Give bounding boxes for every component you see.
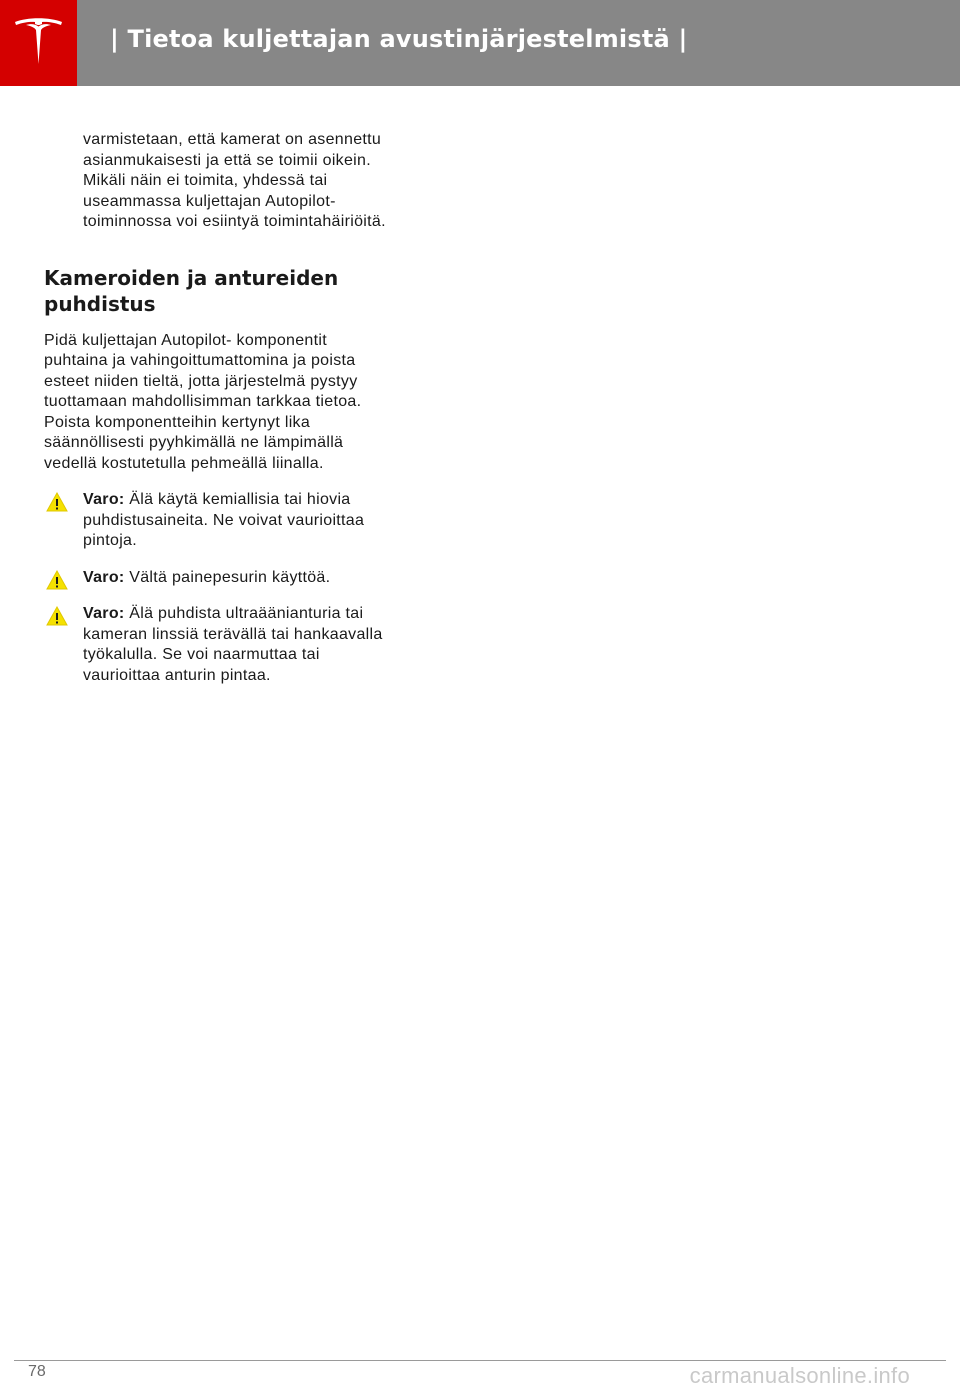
body-line: puhtaina ja vahingoittumattomina ja poista	[44, 352, 356, 369]
footer-divider	[14, 1360, 946, 1361]
warning-line: Älä käytä kemiallisia tai hiovia	[124, 491, 351, 508]
warning-note	[44, 604, 444, 686]
warning-note	[44, 490, 444, 552]
body-line: Poista komponentteihin kertynyt lika	[44, 413, 311, 431]
warning-line: työkalulla. Se voi naarmuttaa tai	[83, 646, 320, 663]
watermark[interactable]: carmanualsonline.info	[689, 1363, 910, 1388]
warning-text	[83, 604, 444, 686]
warning-text	[83, 568, 444, 589]
body-line: Pidä kuljettajan Autopilot- komponentit	[44, 331, 327, 349]
header-bar	[0, 0, 960, 86]
warning-triangle-icon	[46, 492, 68, 512]
warning-note	[44, 568, 444, 589]
warning-line: Älä puhdista ultraäänianturia tai	[124, 605, 364, 622]
page-number: 78	[28, 1363, 46, 1380]
warning-line: pintoja.	[83, 532, 137, 549]
warning-label: Varo:	[83, 491, 125, 508]
warning-line: kameran linssiä terävällä tai hankaavalla	[83, 625, 383, 643]
warning-label: Varo:	[83, 605, 125, 622]
warning-line: vaurioittaa anturin pintaa.	[83, 666, 271, 684]
warning-line: Vältä painepesurin käyttöä.	[124, 568, 331, 586]
warning-line: puhdistusaineita. Ne voivat vaurioittaa	[83, 511, 365, 529]
warning-text	[83, 490, 444, 552]
warning-triangle-icon	[46, 570, 68, 590]
page-title: | Tietoa kuljettajan avustinjärjestelmistä |	[110, 25, 688, 53]
intro-line: toiminnossa voi esiintyä toimintahäiriöitä.	[83, 213, 386, 230]
section-heading-line: Kameroiden ja antureiden	[44, 265, 339, 290]
intro-line: varmistetaan, että kamerat on asennettu	[83, 131, 382, 148]
warning-triangle-icon	[46, 606, 68, 626]
body-line: vedellä kostutetulla pehmeällä liinalla.	[44, 454, 324, 472]
body-line: esteet niiden tieltä, jotta järjestelmä pystyy	[44, 372, 358, 390]
body-paragraph	[44, 331, 444, 475]
content-column	[44, 130, 444, 686]
logo-box	[0, 0, 77, 86]
intro-line: useammassa kuljettajan Autopilot-	[83, 192, 336, 210]
intro-line: asianmukaisesti ja että se toimii oikein.	[83, 151, 371, 169]
warning-label: Varo:	[83, 568, 125, 586]
body-line: säännöllisesti pyyhkimällä ne lämpimällä	[44, 434, 344, 451]
intro-line: Mikäli näin ei toimita, yhdessä tai	[83, 172, 328, 189]
section-heading	[44, 265, 444, 317]
section-heading-line: puhdistus	[44, 291, 156, 316]
intro-paragraph	[83, 130, 444, 233]
tesla-logo-icon	[13, 18, 64, 68]
body-line: tuottamaan mahdollisimman tarkkaa tietoa.	[44, 393, 362, 410]
